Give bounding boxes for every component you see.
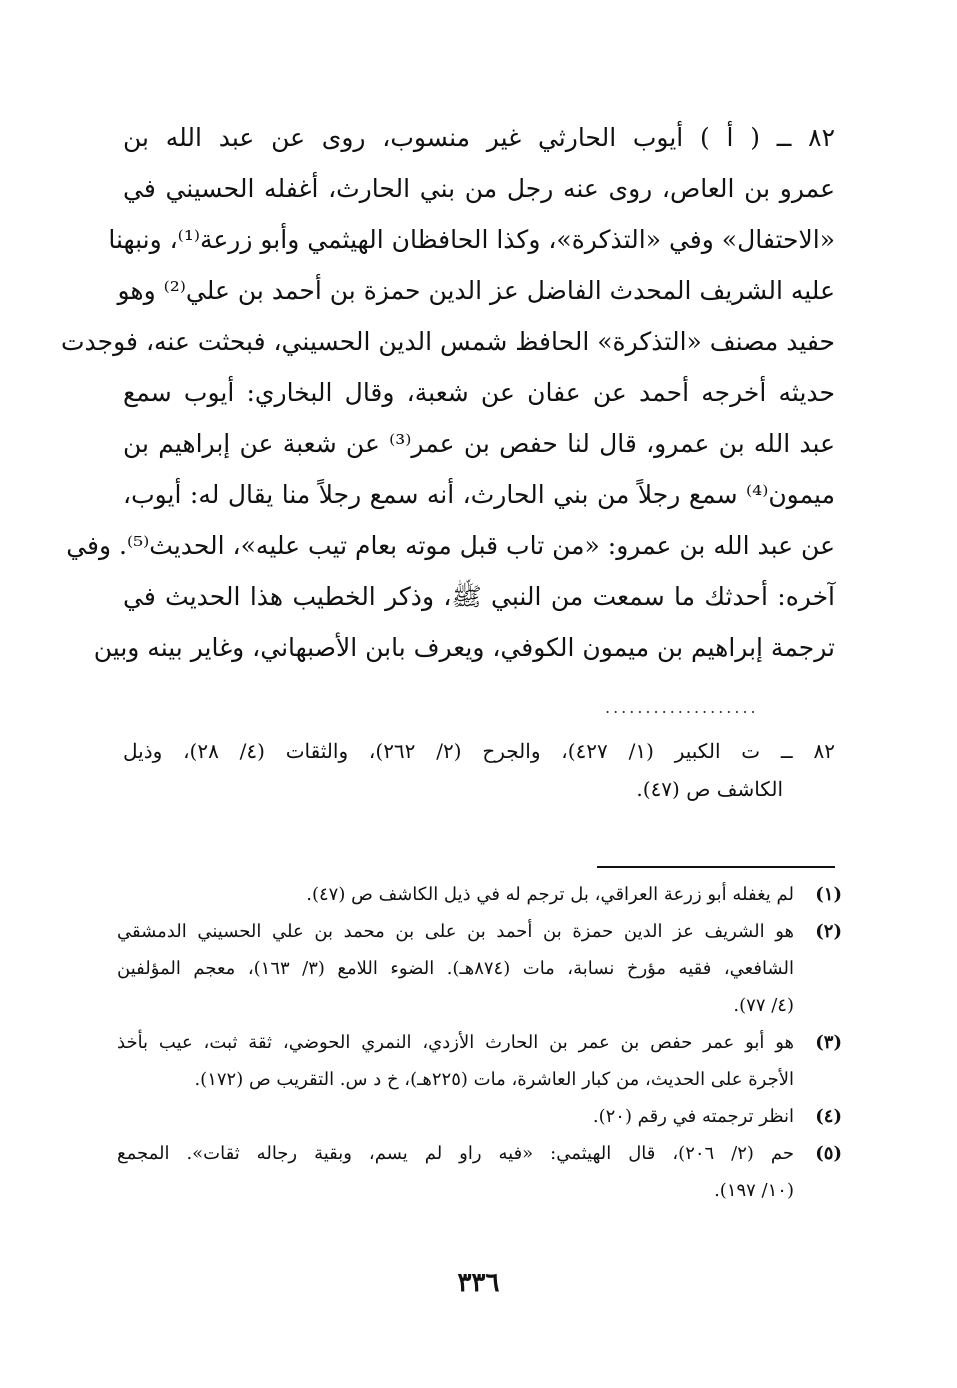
footnote-number: (٣) xyxy=(815,1032,842,1053)
footnote-5 xyxy=(117,1135,842,1209)
takhrij-section xyxy=(123,732,835,808)
footnote-line: (٤/ ٧٧). xyxy=(733,995,794,1016)
footnote-line: حم (٢/ ٢٠٦)، قال الهيثمي: «فيه راو لم يسم، وبقية رجاله ثقات». المجمع xyxy=(117,1143,794,1164)
footnotes xyxy=(117,876,842,1209)
takhrij-line: ٨٢ ــ ت الكبير (١/ ٤٢٧)، والجرح (٢/ ٢٦٢)، والثقات (٤/ ٢٨)، وذيل xyxy=(123,739,835,763)
footnote-line: هو أبو عمر حفص بن عمر بن الحارث الأزدي، النمري الحوضي، ثقة ثبت، عيب بأخذ xyxy=(117,1032,794,1053)
footnote-line: انظر ترجمته في رقم (٢٠). xyxy=(592,1106,794,1127)
footnote-line: هو الشريف عز الدين حمزة بن أحمد بن على بن محمد بن علي الحسيني الدمشقي xyxy=(117,921,794,942)
footnote-line: (١٠/ ١٩٧). xyxy=(714,1180,794,1201)
footnote-line: الشافعي، فقيه مؤرخ نسابة، مات (٨٧٤هـ). الضوء اللامع (٣/ ١٦٣)، معجم المؤلفين xyxy=(117,958,794,979)
main-body-text xyxy=(61,112,835,673)
footnote-text xyxy=(117,1098,794,1135)
body-line: عبد الله بن عمرو، قال لنا حفص بن عمر⁽³⁾ عن شعبة عن إبراهيم بن xyxy=(123,429,835,458)
footnote-line: لم يغفله أبو زرعة العراقي، بل ترجم له في ذيل الكاشف ص (٤٧). xyxy=(306,884,794,905)
footnote-number: (٤) xyxy=(815,1106,842,1127)
footnote-rule xyxy=(597,866,835,868)
footnote-3 xyxy=(117,1024,842,1098)
footnote-text xyxy=(117,876,794,913)
body-line: حديثه أخرجه أحمد عن عفان عن شعبة، وقال البخاري: أيوب سمع xyxy=(123,378,835,407)
footnote-1 xyxy=(117,876,842,913)
footnote-text xyxy=(117,1024,794,1098)
footnote-text xyxy=(117,913,794,1024)
dotted-separator: ................... xyxy=(605,698,759,717)
body-line: ترجمة إبراهيم بن ميمون الكوفي، ويعرف بابن الأصبهاني، وغاير بينه وبين xyxy=(93,633,835,662)
body-line: «الاحتفال» وفي «التذكرة»، وكذا الحافظان الهيثمي وأبو زرعة⁽¹⁾، ونبهنا xyxy=(108,225,835,254)
body-line: عن عبد الله بن عمرو: «من تاب قبل موته بعام تيب عليه»، الحديث⁽⁵⁾. وفي xyxy=(66,531,835,560)
footnote-line: الأجرة على الحديث، من كبار العاشرة، مات (٢٢٥هـ)، خ د س. التقريب ص (١٧٢). xyxy=(194,1069,794,1090)
body-line: حفيد مصنف «التذكرة» الحافظ شمس الدين الحسيني، فبحثت عنه، فوجدت xyxy=(61,327,835,356)
body-line: آخره: أحدثك ما سمعت من النبي ﷺ، وذكر الخطيب هذا الحديث في xyxy=(123,582,835,611)
body-line: ٨٢ ــ ( أ ) أيوب الحارثي غير منسوب، روى عن عبد الله بن xyxy=(123,123,835,152)
footnote-text xyxy=(117,1135,794,1209)
body-line: عليه الشريف المحدث الفاضل عز الدين حمزة بن أحمد بن علي⁽²⁾ وهو xyxy=(117,276,835,305)
footnote-4 xyxy=(117,1098,842,1135)
body-line: ميمون⁽⁴⁾ سمع رجلاً من بني الحارث، أنه سمع رجلاً منا يقال له: أيوب، xyxy=(123,480,835,509)
footnote-number: (١) xyxy=(815,884,842,905)
body-line: عمرو بن العاص، روى عنه رجل من بني الحارث، أغفله الحسيني في xyxy=(123,174,835,203)
footnote-number: (٢) xyxy=(815,921,842,942)
footnote-number: (٥) xyxy=(815,1143,842,1164)
footnote-2 xyxy=(117,913,842,1024)
takhrij-line: الكاشف ص (٤٧). xyxy=(636,777,783,801)
page-number: ٣٣٦ xyxy=(457,1268,500,1298)
